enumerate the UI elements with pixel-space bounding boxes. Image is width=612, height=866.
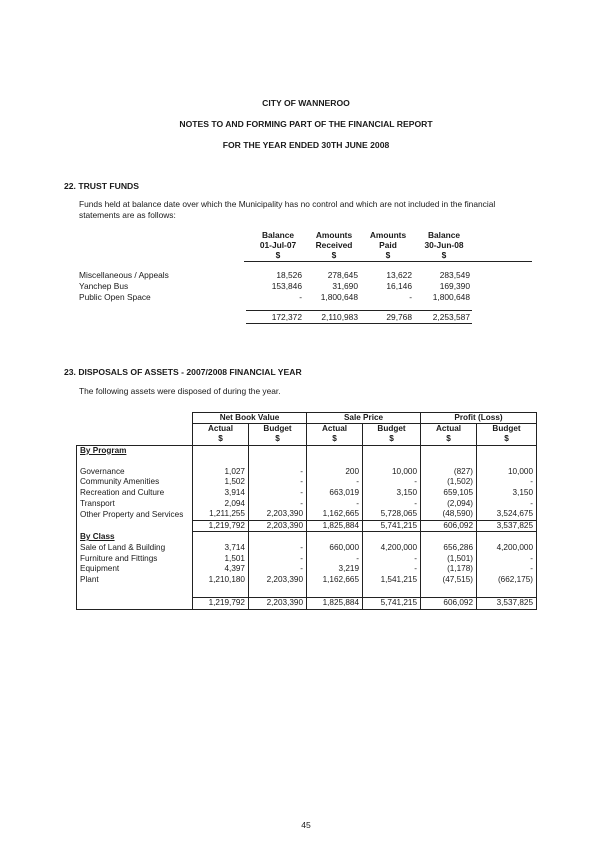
disp-cell: (47,515) <box>421 575 477 586</box>
disp-cell: 3,219 <box>307 564 363 575</box>
page-number: 45 <box>301 820 311 830</box>
disp-cell: 3,714 <box>193 543 249 554</box>
disp-cell: - <box>249 477 307 488</box>
disp-cell: 1,211,255 <box>193 509 249 520</box>
disp-cell: 663,019 <box>307 488 363 499</box>
disp-cell: 3,150 <box>363 488 421 499</box>
disp-cell: 2,203,390 <box>249 575 307 586</box>
tf-col-paid: Amounts Paid $ <box>369 230 407 260</box>
disp-total-cell: 3,537,825 <box>477 520 537 532</box>
trust-funds-intro-line1: Funds held at balance date over which the Municipality has no control and which are not included in the financial <box>79 199 496 209</box>
disp-cell: (827) <box>421 467 477 478</box>
tf-cell: 16,146 <box>386 281 412 291</box>
disp-total-cell: 5,741,215 <box>363 520 421 532</box>
tf-total-cell: 172,372 <box>271 312 302 322</box>
table-row <box>77 564 537 575</box>
disp-row-label: Transport <box>77 499 193 510</box>
disp-subcol: Budget <box>363 424 421 435</box>
table-row <box>77 543 537 554</box>
disp-cell: - <box>477 499 537 510</box>
tf-total-cell: 2,253,587 <box>432 312 470 322</box>
disp-spacer-row <box>77 456 537 467</box>
disposals-table <box>76 412 537 610</box>
by-program-label: By Program <box>80 445 127 455</box>
disp-cell: - <box>363 499 421 510</box>
tf-cell: - <box>409 292 412 302</box>
report-subtitle: NOTES TO AND FORMING PART OF THE FINANCIAL REPORT <box>179 119 433 129</box>
tf-cell: 1,800,648 <box>432 292 470 302</box>
disp-cell: - <box>307 499 363 510</box>
disposals-heading: 23. DISPOSALS OF ASSETS - 2007/2008 FINANCIAL YEAR <box>64 367 302 377</box>
disp-row-label: Furniture and Fittings <box>77 554 193 565</box>
disp-cell: - <box>477 477 537 488</box>
disp-spacer-row <box>77 585 537 597</box>
disp-total-cell: 606,092 <box>421 520 477 532</box>
disp-unit: $ <box>421 434 477 445</box>
tf-row-label: Public Open Space <box>79 292 151 302</box>
disp-total-cell: 1,825,884 <box>307 520 363 532</box>
disp-subcol: Budget <box>477 424 537 435</box>
disp-cell: 2,094 <box>193 499 249 510</box>
table-row <box>77 575 537 586</box>
tf-cell: - <box>299 292 302 302</box>
table-row <box>77 554 537 565</box>
disp-cell: 10,000 <box>363 467 421 478</box>
tf-cell: 278,645 <box>327 270 358 280</box>
disp-total-cell: 2,203,390 <box>249 597 307 609</box>
disp-cell: 1,162,665 <box>307 509 363 520</box>
disp-cell: (2,094) <box>421 499 477 510</box>
disp-cell: (1,178) <box>421 564 477 575</box>
disp-cell: 4,200,000 <box>477 543 537 554</box>
disp-group-profit-loss: Profit (Loss) <box>421 413 537 424</box>
disp-unit: $ <box>477 434 537 445</box>
trust-funds-heading: 22. TRUST FUNDS <box>64 181 139 191</box>
disp-section-row <box>77 445 537 456</box>
tf-total-cell: 29,768 <box>386 312 412 322</box>
table-row <box>77 509 537 520</box>
disp-cell: - <box>363 564 421 575</box>
disp-total-cell: 1,219,792 <box>193 520 249 532</box>
disp-subcol: Actual <box>193 424 249 435</box>
tf-header-rule <box>244 261 532 262</box>
disp-cell: 5,728,065 <box>363 509 421 520</box>
disp-cell: 659,105 <box>421 488 477 499</box>
disp-cell: - <box>249 467 307 478</box>
disp-subcol-header-row <box>77 424 537 435</box>
tf-col-received: Amounts Received $ <box>315 230 353 260</box>
disp-unit: $ <box>363 434 421 445</box>
tf-col-opening-balance: Balance 01-Jul-07 $ <box>259 230 297 260</box>
disp-unit: $ <box>193 434 249 445</box>
disp-cell: 660,000 <box>307 543 363 554</box>
tf-row-label: Miscellaneous / Appeals <box>79 270 169 280</box>
disp-total-cell: 5,741,215 <box>363 597 421 609</box>
tf-col-closing-balance: Balance 30-Jun-08 $ <box>424 230 464 260</box>
by-class-label: By Class <box>80 532 115 542</box>
disp-cell: - <box>249 554 307 565</box>
disp-cell: - <box>249 499 307 510</box>
disp-cell: 1,162,665 <box>307 575 363 586</box>
report-entity-title: CITY OF WANNEROO <box>262 98 350 108</box>
disp-subcol: Actual <box>307 424 363 435</box>
tf-total-rule-top <box>246 310 472 311</box>
disp-row-label: Community Amenities <box>77 477 193 488</box>
report-period: FOR THE YEAR ENDED 30TH JUNE 2008 <box>222 140 390 150</box>
disp-total-cell: 1,219,792 <box>193 597 249 609</box>
disp-group-net-book-value: Net Book Value <box>193 413 307 424</box>
disp-cell: (48,590) <box>421 509 477 520</box>
disp-row-label: Other Property and Services <box>77 509 193 520</box>
disp-cell: - <box>307 477 363 488</box>
disp-cell: 1,210,180 <box>193 575 249 586</box>
disp-cell: - <box>477 554 537 565</box>
tf-total-rule-bottom <box>246 323 472 324</box>
disp-cell: 1,501 <box>193 554 249 565</box>
tf-cell: 1,800,648 <box>320 292 358 302</box>
disp-cell: 1,502 <box>193 477 249 488</box>
disp-class-total-row <box>77 597 537 609</box>
disp-cell: - <box>249 543 307 554</box>
disp-row-label: Equipment <box>77 564 193 575</box>
disp-cell: - <box>249 488 307 499</box>
disp-cell: - <box>363 554 421 565</box>
disp-cell: 1,541,215 <box>363 575 421 586</box>
table-row <box>77 499 537 510</box>
tf-cell: 18,526 <box>276 270 302 280</box>
disp-cell: - <box>363 477 421 488</box>
disp-cell: (1,501) <box>421 554 477 565</box>
disp-row-label: Recreation and Culture <box>77 488 193 499</box>
disp-cell: (1,502) <box>421 477 477 488</box>
tf-total-cell: 2,110,983 <box>321 312 358 322</box>
trust-funds-intro-line2: statements are as follows: <box>79 210 176 220</box>
table-row <box>77 467 537 478</box>
tf-cell: 153,846 <box>271 281 302 291</box>
disp-cell: 3,914 <box>193 488 249 499</box>
table-row <box>77 488 537 499</box>
disp-unit: $ <box>249 434 307 445</box>
disp-cell: 1,027 <box>193 467 249 478</box>
disp-section-row <box>77 532 537 543</box>
disp-cell: 4,200,000 <box>363 543 421 554</box>
tf-cell: 283,549 <box>439 270 470 280</box>
disposals-intro: The following assets were disposed of during the year. <box>79 386 281 396</box>
disp-cell: 10,000 <box>477 467 537 478</box>
disp-cell: - <box>249 564 307 575</box>
disp-total-cell: 1,825,884 <box>307 597 363 609</box>
disp-group-sale-price: Sale Price <box>307 413 421 424</box>
disp-row-label: Sale of Land & Building <box>77 543 193 554</box>
disp-cell: 200 <box>307 467 363 478</box>
disp-cell: 3,524,675 <box>477 509 537 520</box>
disp-cell: 2,203,390 <box>249 509 307 520</box>
disp-cell: - <box>477 564 537 575</box>
table-row <box>77 477 537 488</box>
disp-row-label: Plant <box>77 575 193 586</box>
disp-total-cell: 606,092 <box>421 597 477 609</box>
tf-cell: 13,622 <box>386 270 412 280</box>
disp-subcol: Actual <box>421 424 477 435</box>
disp-group-header-row <box>77 413 537 424</box>
disp-cell: 3,150 <box>477 488 537 499</box>
disp-row-label: Governance <box>77 467 193 478</box>
disp-cell: 656,286 <box>421 543 477 554</box>
disp-subcol: Budget <box>249 424 307 435</box>
disp-cell: (662,175) <box>477 575 537 586</box>
disp-cell: 4,397 <box>193 564 249 575</box>
disp-program-total-row <box>77 520 537 532</box>
tf-cell: 31,690 <box>332 281 358 291</box>
disp-total-cell: 2,203,390 <box>249 520 307 532</box>
disp-unit: $ <box>307 434 363 445</box>
disp-cell: - <box>307 554 363 565</box>
disp-unit-row <box>77 434 537 445</box>
tf-row-label: Yanchep Bus <box>79 281 129 291</box>
disp-total-cell: 3,537,825 <box>477 597 537 609</box>
tf-cell: 169,390 <box>439 281 470 291</box>
